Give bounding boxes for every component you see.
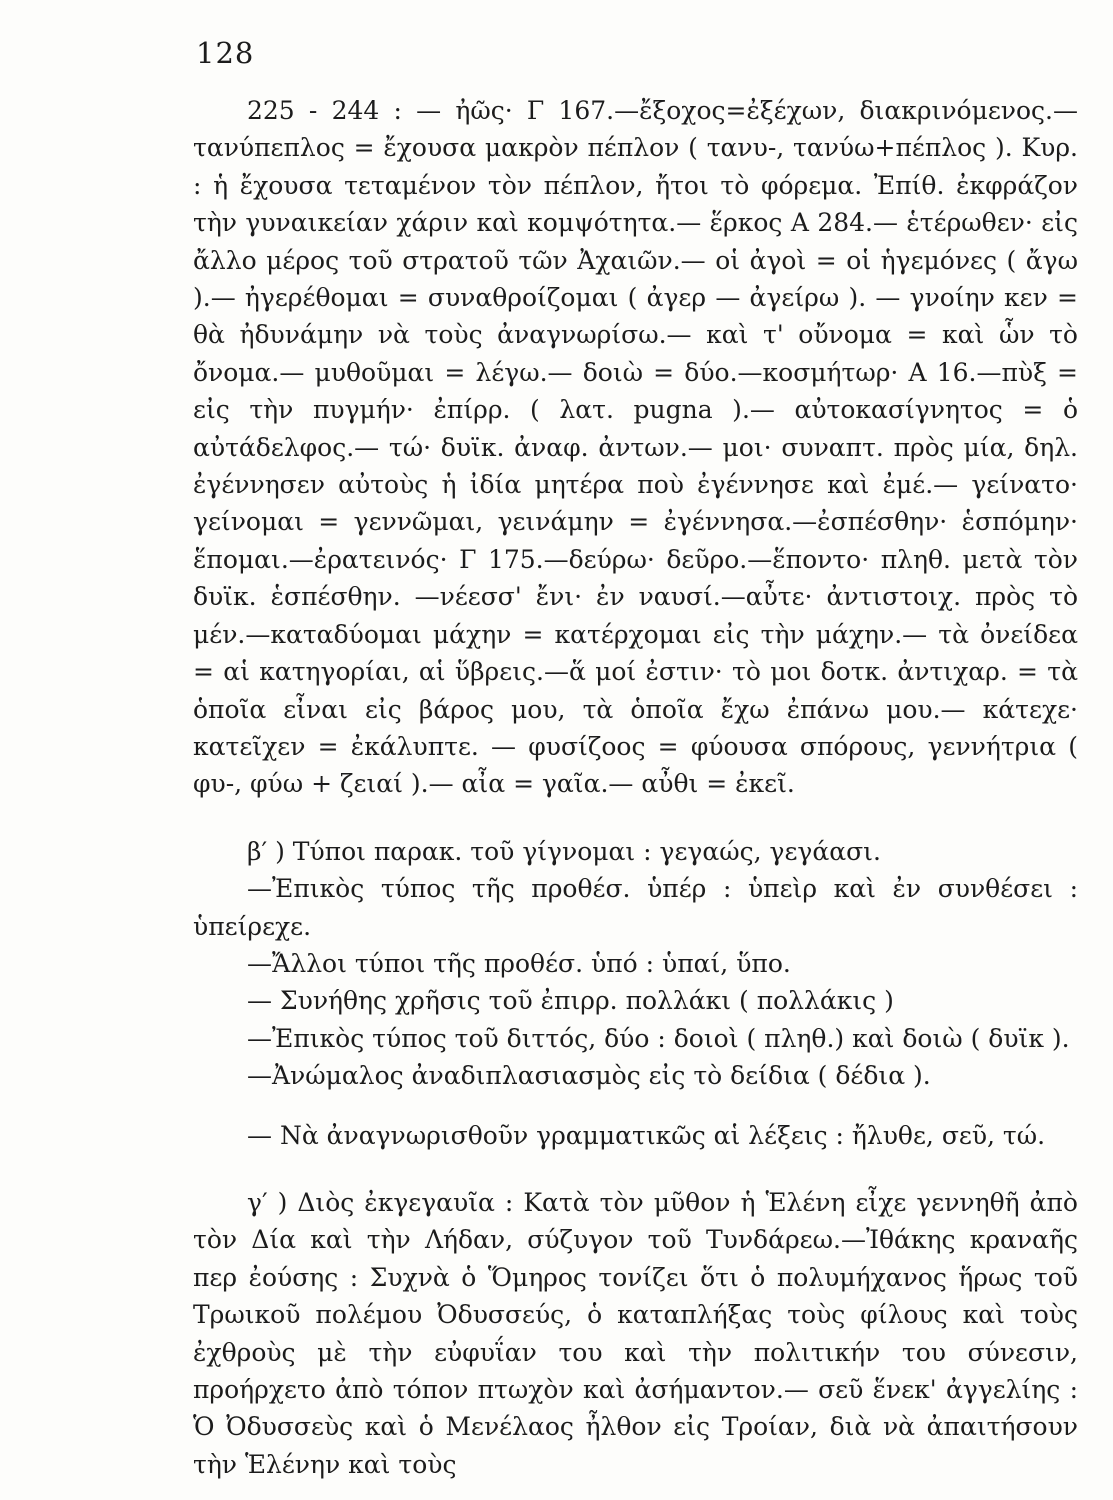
page-number: 128: [196, 36, 255, 70]
commentary-text: [193, 92, 1078, 1483]
notes-beta-line-1: β′ ) Τύποι παρακ. τοῦ γίγνομαι : γεγαώς, γεγάασι.: [247, 836, 881, 866]
notes-paragraph-alpha: 225 - 244 : — ἠῶς· Γ 167.—ἔξοχος=ἐξέχων, διακρινόμενος.—τανύπεπλος = ἔχουσα μακρὸν πέπλον ( τανυ-, τανύω+πέπλος ). Κυρ. : ἡ ἔχουσα τεταμένον τὸν πέπλον, ἤτοι τὸ φόρεμα. Ἐπίθ. ἐκφράζον τὴν γυναικείαν χάριν καὶ κομψότητα.— ἕρκος Α 284.— ἑτέρωθεν· εἰς ἄλλο μέρος τοῦ στρατοῦ τῶν Ἀχαιῶν.— οἱ ἀγοὶ = οἱ ἡγεμόνες ( ἄγω ).— ἠγερέθομαι = συναθροίζομαι ( ἀγερ — ἀγείρω ). — γνοίην κεν = θὰ ἠδυνάμην νὰ τοὺς ἀναγνωρίσω.— καὶ τ' οὔνομα = καὶ ὧν τὸ ὄνομα.— μυθοῦμαι = λέγω.— δοιὼ = δύο.—κοσμήτωρ· Α 16.—πὺξ = εἰς τὴν πυγμήν· ἐπίρρ. ( λατ. pugna ).— αὐτοκασίγνητος = ὁ αὐτάδελφος.— τώ· δυϊκ. ἀναφ. ἀντων.— μοι· συναπτ. πρὸς μία, δηλ. ἐγέννησεν αὐτοὺς ἡ ἰδία μητέρα ποὺ ἐγέννησε καὶ ἐμέ.— γείνατο· γείνομαι = γεννῶμαι, γεινάμην = ἐγέννησα.—ἐσπέσθην· ἑσπόμην· ἕπομαι.—ἐρατεινός· Γ 175.—δεύρω· δεῦρο.—ἕποντο· πληθ. μετὰ τὸν δυϊκ. ἑσπέσθην. —νέεσσ' ἔνι· ἐν ναυσί.—αὖτε· ἀντιστοιχ. πρὸς τὸ μέν.—καταδύομαι μάχην = κατέρχομαι εἰς τὴν μάχην.— τὰ ὀνείδεα = αἱ κατηγορίαι, αἱ ὕβρεις.—ἅ μοί ἐστιν· τὸ μοι δοτκ. ἀντιχαρ. = τὰ ὁποῖα εἶναι εἰς βάρος μου, τὰ ὁποῖα ἔχω ἐπάνω μου.— κάτεχε· κατεῖχεν = ἐκάλυπτε. — φυσίζοος = φύουσα σπόρους, γεννήτρια ( φυ-, φύω + ζειαί ).— αἶα = γαῖα.— αὖθι = ἐκεῖ.: [193, 96, 1078, 799]
notes-beta-line-6: —Ἀνώμαλος ἀναδιπλασιασμὸς εἰς τὸ δείδια ( δέδια ).: [247, 1061, 931, 1091]
notes-beta-line-3: —Ἄλλοι τύποι τῆς προθέσ. ὑπό : ὑπαί, ὕπο.: [247, 948, 791, 978]
notes-beta-line-2: —Ἐπικὸς τύπος τῆς προθέσ. ὑπέρ : ὑπεὶρ καὶ ἐν συνθέσει : ὑπείρεχε.: [193, 874, 1078, 941]
notes-paragraph-gamma: γ′ ) Διὸς ἐκγεγαυῖα : Κατὰ τὸν μῦθον ἡ Ἑλένη εἶχε γεννηθῆ ἀπὸ τὸν Δία καὶ τὴν Λήδαν, σύζυγον τοῦ Τυνδάρεω.—Ἰθάκης κραναῆς περ ἐούσης : Συχνὰ ὁ Ὅμηρος τονίζει ὅτι ὁ πολυμήχανος ἥρως τοῦ Τρωικοῦ πολέμου Ὀδυσσεύς, ὁ καταπλήξας τοὺς φίλους καὶ τοὺς ἐχθροὺς μὲ τὴν εὐφυΐαν του καὶ τὴν πολιτικήν του σύνεσιν, προήρχετο ἀπὸ τόπον πτωχὸν καὶ ἀσήμαντον.— σεῦ ἕνεκ' ἀγγελίης : Ὁ Ὀδυσσεὺς καὶ ὁ Μενέλαος ἦλθον εἰς Τροίαν, διὰ νὰ ἀπαιτήσουν τὴν Ἑλένην καὶ τοὺς: [193, 1187, 1078, 1479]
notes-beta-line-5: —Ἐπικὸς τύπος τοῦ διττός, δύο : δοιοὶ ( πληθ.) καὶ δοιὼ ( δυϊκ ).: [247, 1023, 1070, 1053]
notes-beta-line-4: — Συνήθης χρῆσις τοῦ ἐπιρρ. πολλάκι ( πολλάκις ): [247, 986, 894, 1016]
notes-beta-line-7: — Νὰ ἀναγνωρισθοῦν γραμματικῶς αἱ λέξεις : ἤλυθε, σεῦ, τώ.: [247, 1120, 1046, 1150]
